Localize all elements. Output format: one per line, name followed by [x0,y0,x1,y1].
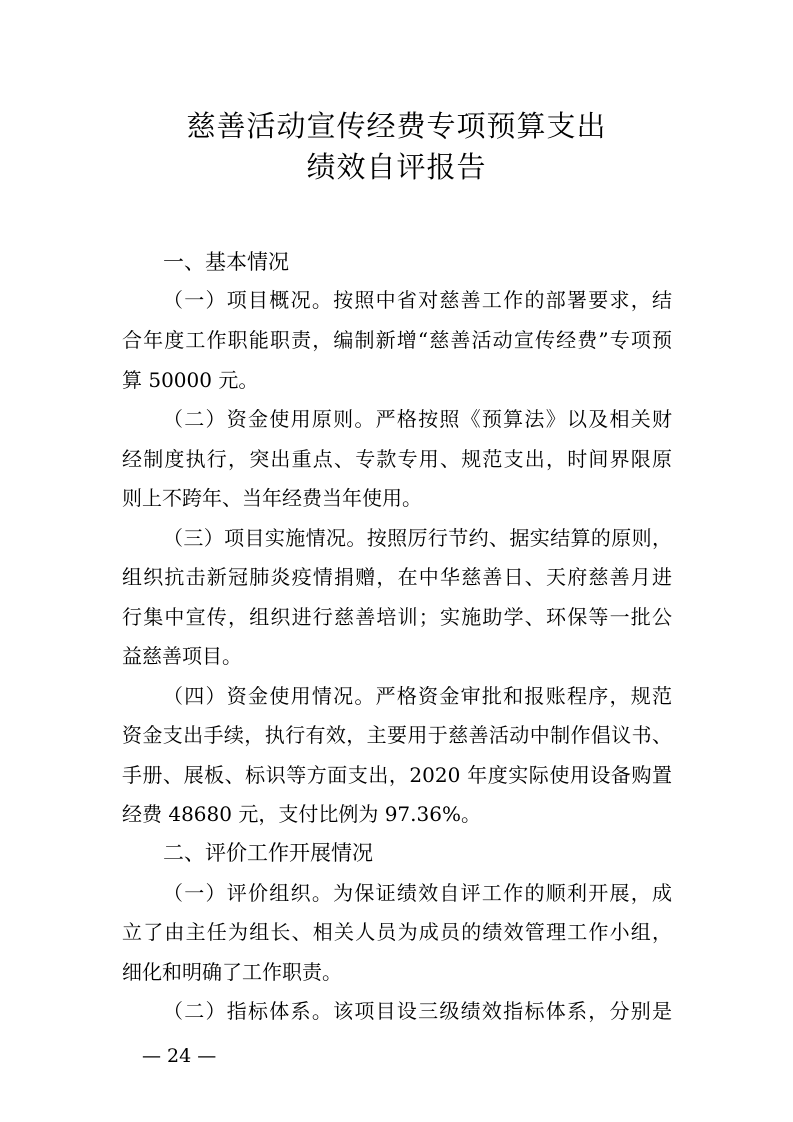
paragraph-line: 经制度执行，突出重点、专款专用、规范支出，时间界限原 [122,447,672,471]
section-heading-evaluation: 二、评价工作开展情况 [163,841,373,865]
paragraph-line [163,404,672,434]
paragraph-lead: （二）资金使用原则。 [163,407,376,431]
paragraph-text: 严格资金审批和报账程序，规范 [375,684,673,708]
paragraph-line: 立了由主任为组长、相关人员为成员的绩效管理工作小组， [122,920,672,944]
paragraph-line [163,878,672,908]
paragraph-line [163,285,672,315]
paragraph-lead: （四）资金使用情况。 [163,684,376,708]
paragraph-line: 行集中宣传，组织进行慈善培训；实施助学、环保等一批公 [122,605,672,629]
paragraph-line: 组织抗击新冠肺炎疫情捐赠，在中华慈善日、天府慈善月进 [122,565,672,589]
paragraph-text: 按照中省对慈善工作的部署要求，结 [333,288,673,312]
section-heading-basic-info: 一、基本情况 [163,250,289,274]
paragraph-lead: （二）指标体系。 [163,999,334,1023]
page-number: — 24 — [142,1045,217,1067]
paragraph-lead: （一）项目概况。 [163,288,334,312]
paragraph-text: 按照厉行节约、据实结算的原则， [366,526,672,550]
paragraph-line: 合年度工作职能职责，编制新增“慈善活动宣传经费”专项预 [122,328,672,352]
paragraph-line: 经费 48680 元，支付比例为 97.36%。 [122,802,481,826]
paragraph-line: 益慈善项目。 [122,644,242,668]
paragraph-text: 严格按照《预算法》以及相关财 [375,407,673,431]
paragraph-text: 该项目设三级绩效指标体系，分别是 [333,999,673,1023]
paragraph-line: 细化和明确了工作职责。 [122,960,342,984]
report-title-line2: 绩效自评报告 [306,150,487,184]
paragraph-line [163,681,672,711]
paragraph-line: 手册、展板、标识等方面支出，2020 年度实际使用设备购置 [122,763,672,787]
report-title-line1: 慈善活动宣传经费专项预算支出 [186,109,607,143]
paragraph-text: 为保证绩效自评工作的顺利开展，成 [333,881,673,905]
paragraph-lead: （一）评价组织。 [163,881,334,905]
paragraph-line: 资金支出手续，执行有效，主要用于慈善活动中制作倡议书、 [122,723,672,747]
paragraph-line: 则上不跨年、当年经费当年使用。 [122,486,422,510]
paragraph-line [163,523,672,553]
paragraph-line [163,996,672,1026]
paragraph-lead: （三）项目实施情况。 [163,526,367,550]
paragraph-line: 算 50000 元。 [122,368,259,392]
